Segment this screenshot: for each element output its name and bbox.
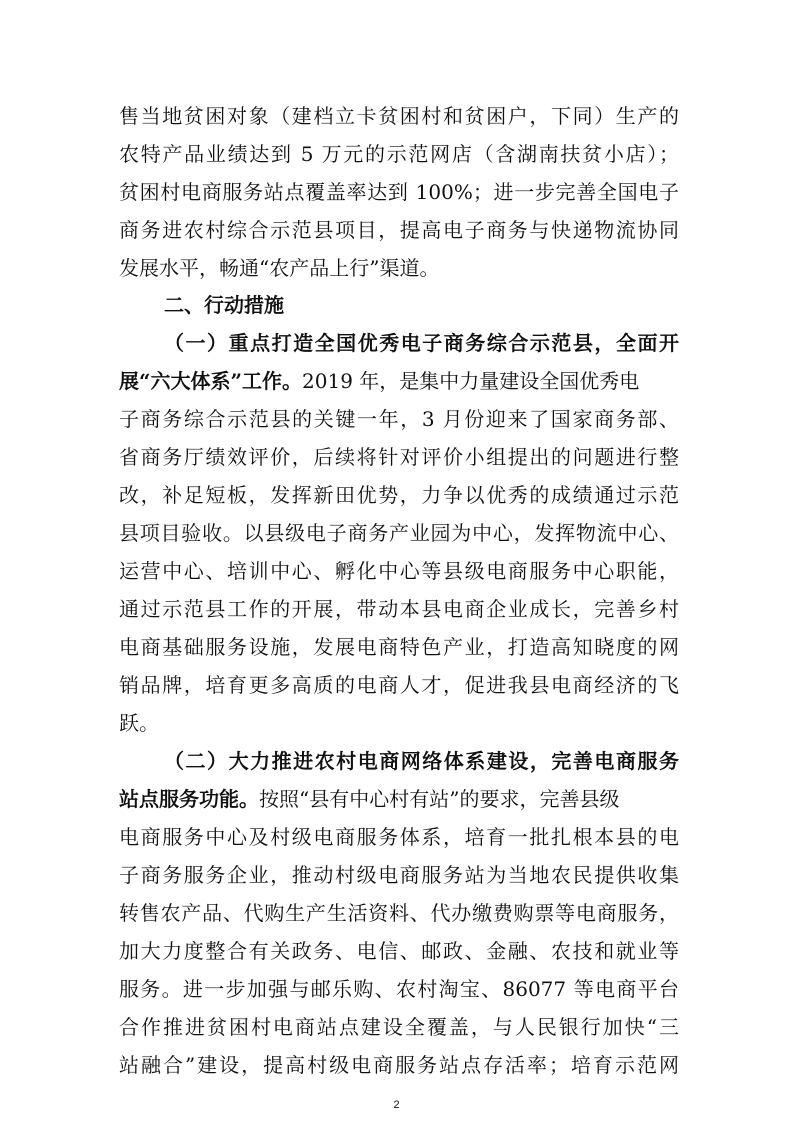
paragraph-line: 发展水平，畅通“农产品上行”渠道。 <box>119 256 440 280</box>
paragraph-line: 合作推进贫困村电商站点建设全覆盖，与人民银行加快“三 <box>119 1015 679 1039</box>
paragraph-line: 运营中心、培训中心、孵化中心等县级电商服务中心职能， <box>119 559 679 583</box>
item-text: 2019 年，是集中力量建设全国优秀电 <box>302 369 640 393</box>
paragraph-line: 加大力度整合有关政务、电信、邮政、金融、农技和就业等 <box>119 939 679 963</box>
paragraph-line: 电商基础服务设施，发展电商特色产业，打造高知晓度的网 <box>119 635 679 659</box>
item-heading-line: （一）重点打造全国优秀电子商务综合示范县，全面开 <box>164 331 679 355</box>
paragraph-line: 转售农产品、代购生产生活资料、代办缴费购票等电商服务， <box>119 901 679 925</box>
paragraph-line: 电商服务中心及村级电商服务体系，培育一批扎根本县的电 <box>119 825 679 849</box>
paragraph-line: 省商务厅绩效评价，后续将针对评价小组提出的问题进行整 <box>119 445 679 469</box>
item-text: 按照“县有中心村有站”的要求，完善县级 <box>259 787 620 811</box>
section-heading: 二、行动措施 <box>164 293 284 317</box>
item-mixed-line <box>119 366 679 396</box>
paragraph-line: 子商务综合示范县的关键一年，3 月份迎来了国家商务部、 <box>119 407 679 431</box>
paragraph-line: 售当地贫困对象（建档立卡贫困村和贫困户，下同）生产的 <box>119 104 679 128</box>
paragraph-line: 通过示范县工作的开展，带动本县电商企业成长，完善乡村 <box>119 597 679 621</box>
paragraph-line: 服务。进一步加强与邮乐购、农村淘宝、86077 等电商平台 <box>119 977 679 1001</box>
paragraph-line: 商务进农村综合示范县项目，提高电子商务与快递物流协同 <box>119 218 679 242</box>
paragraph-line: 站融合”建设，提高村级电商服务站点存活率；培育示范网 <box>119 1053 679 1077</box>
item-heading-tail: 展“六大体系”工作。 <box>119 369 303 393</box>
item-mixed-line <box>119 784 679 814</box>
paragraph-line: 改，补足短板，发挥新田优势，力争以优秀的成绩通过示范 <box>119 483 679 507</box>
item-heading-tail: 站点服务功能。 <box>119 787 259 811</box>
paragraph-line: 贫困村电商服务站点覆盖率达到 100%；进一步完善全国电子 <box>119 180 679 204</box>
item-heading-line: （二）大力推进农村电商网络体系建设，完善电商服务 <box>164 749 679 773</box>
paragraph-line: 跃。 <box>119 711 159 735</box>
page-number: 2 <box>393 1099 400 1111</box>
paragraph-line: 子商务服务企业，推动村级电商服务站为当地农民提供收集 <box>119 863 679 887</box>
paragraph-line: 销品牌，培育更多高质的电商人才，促进我县电商经济的飞 <box>119 673 679 697</box>
paragraph-line: 农特产品业绩达到 5 万元的示范网店（含湖南扶贫小店）； <box>119 142 679 166</box>
paragraph-line: 县项目验收。以县级电子商务产业园为中心，发挥物流中心、 <box>119 521 679 545</box>
